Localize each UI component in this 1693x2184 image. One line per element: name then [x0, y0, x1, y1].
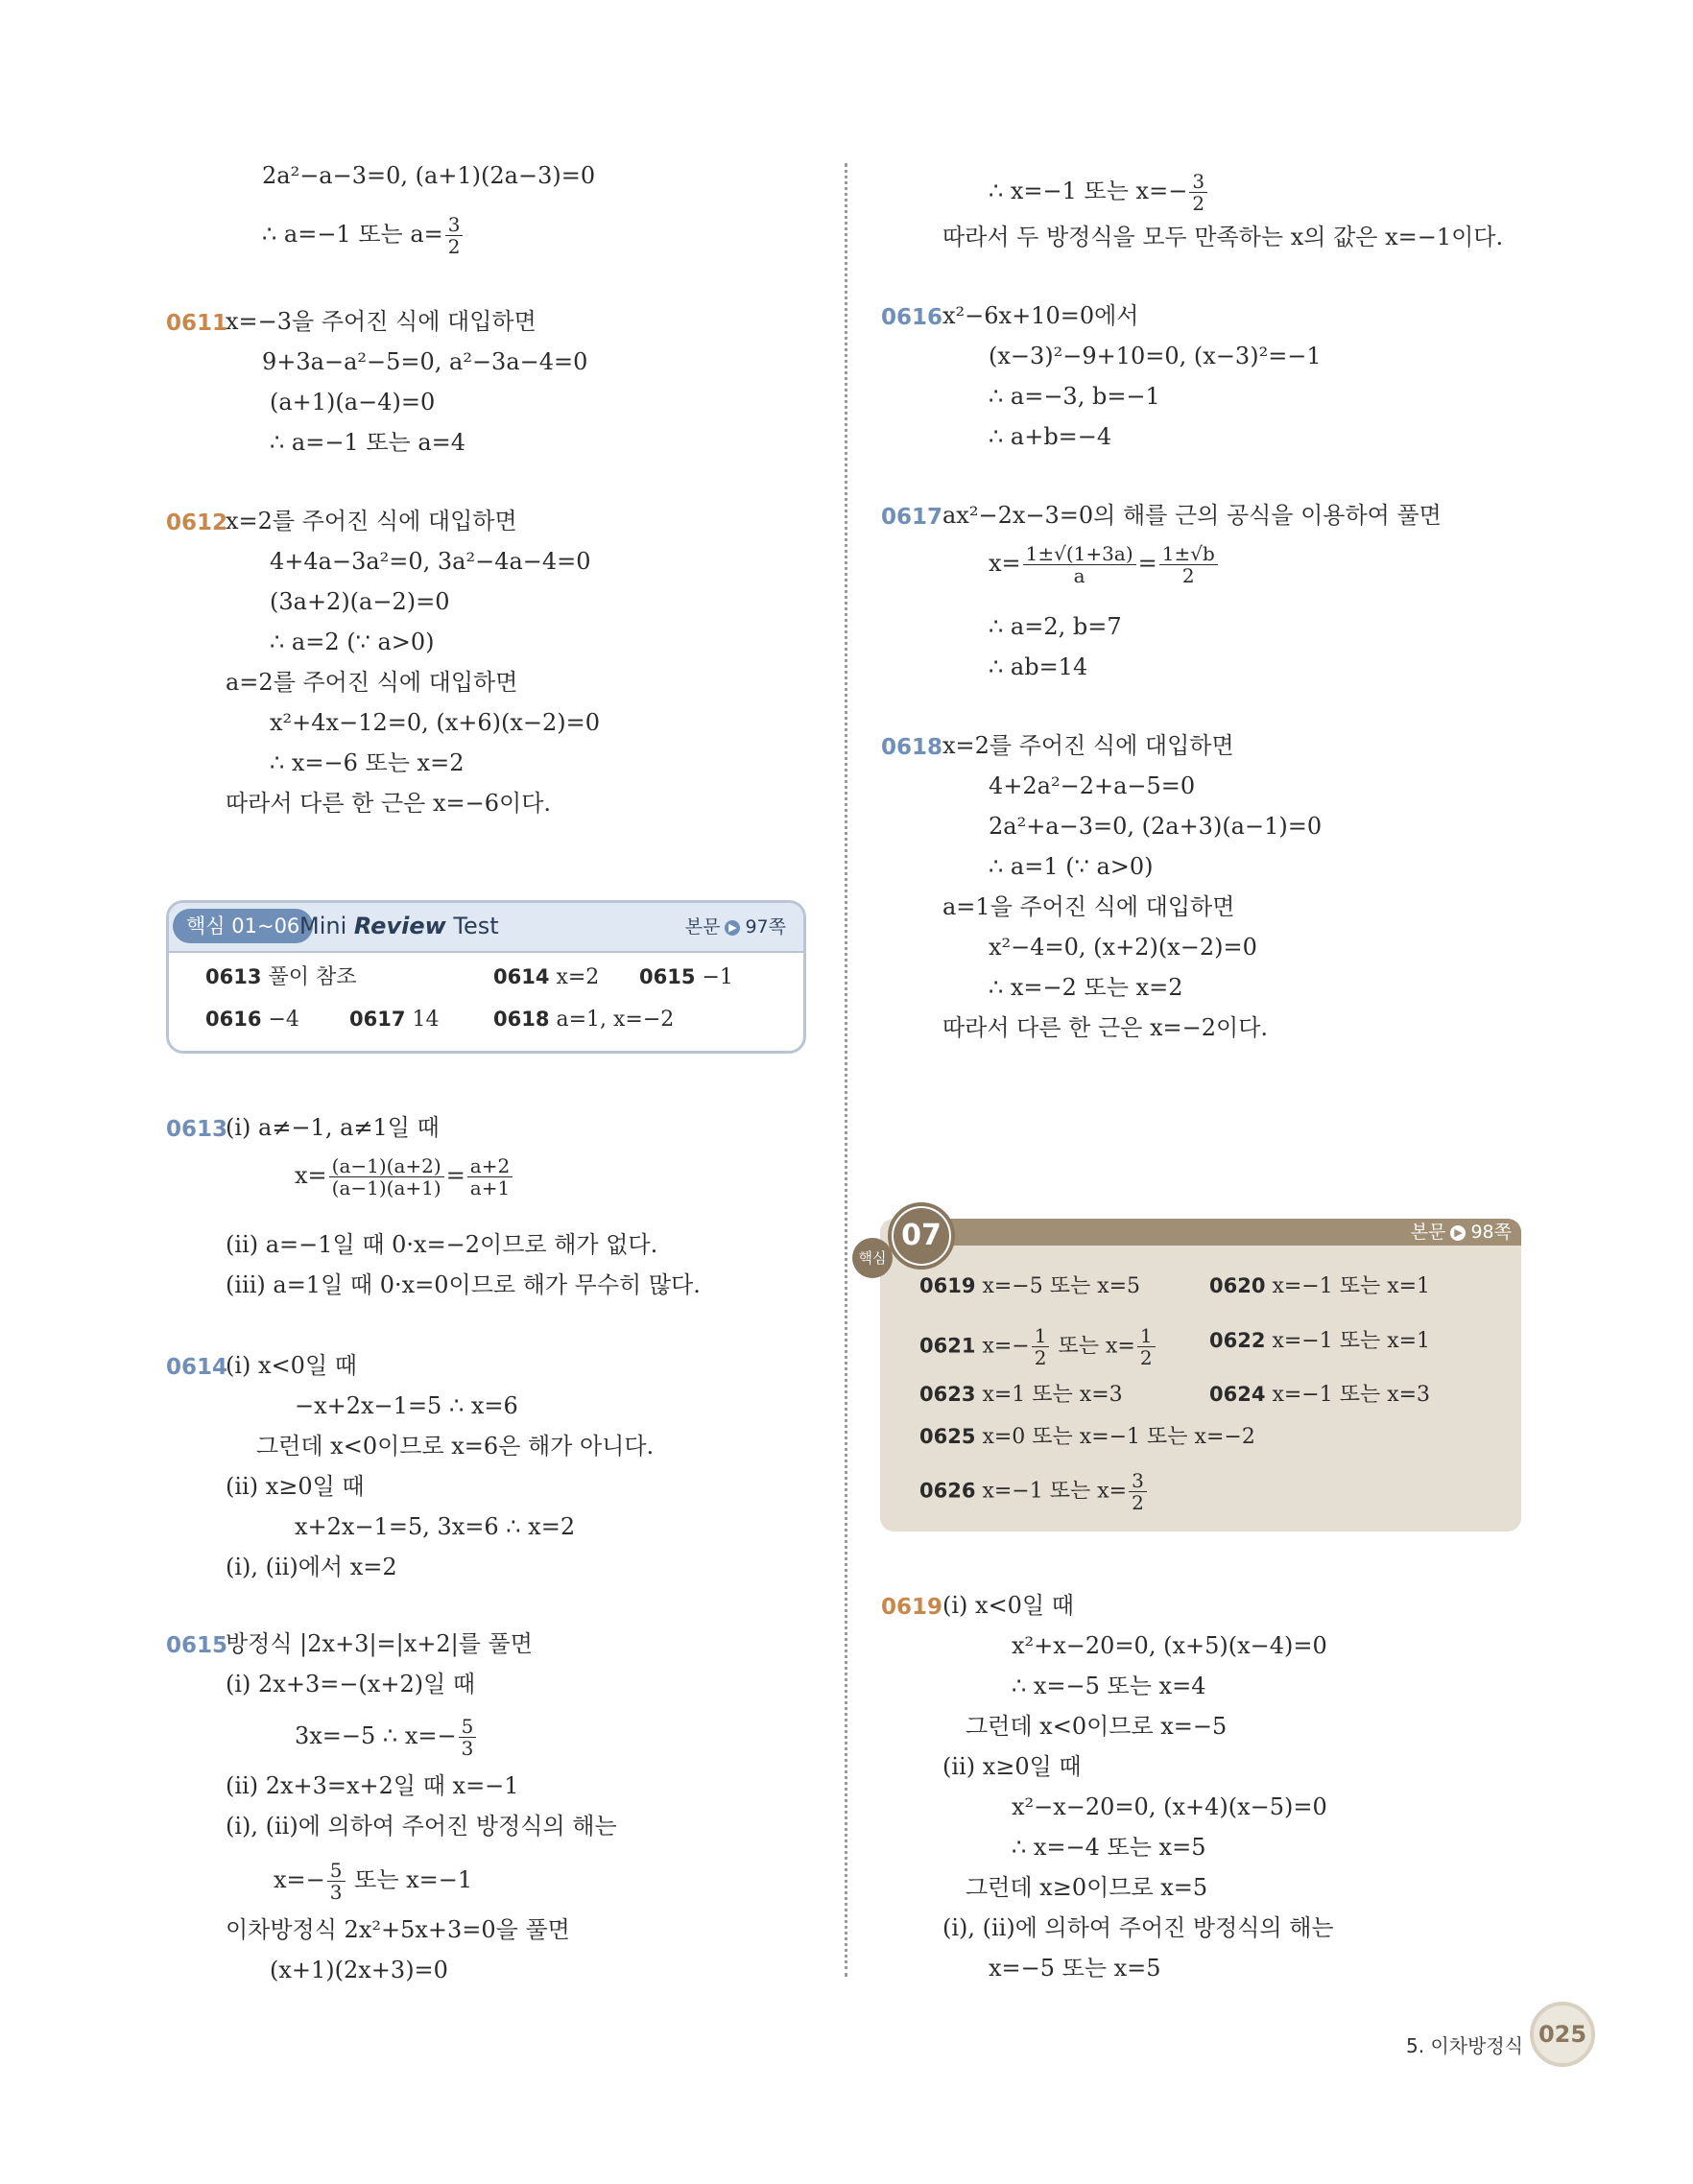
fraction: $\frac{3}{2}$ [1129, 1470, 1147, 1513]
solution-line: (a+1)(a−4)=0 [270, 389, 436, 415]
page-number: 025 [1530, 2002, 1595, 2067]
solution-line: ∴ a=−3, b=−1 [989, 383, 1160, 410]
solution-line: ∴ a=−1 또는 a= $\frac{3}{2}$ [262, 214, 465, 257]
solution-line: 따라서 다른 한 근은 x=−2이다. [942, 1014, 1269, 1041]
solution-line: −x+2x−1=5 ∴ x=6 [295, 1392, 518, 1419]
solution-line: 따라서 다른 한 근은 x=−6이다. [226, 790, 552, 817]
mini-review-title: Mini Review Test [299, 913, 499, 939]
answer-item: 0624 x=−1 또는 x=3 [1209, 1383, 1431, 1407]
solution-line: ∴ ab=14 [989, 653, 1088, 680]
solution-line: (ⅰ) 2x+3=−(x+2)일 때 [226, 1671, 476, 1697]
problem-number-0612: 0612 [166, 510, 228, 535]
problem-number-0614: 0614 [166, 1355, 228, 1380]
solution-line: x²−x−20=0, (x+4)(x−5)=0 [1012, 1793, 1327, 1820]
fraction: $\frac{(a-1)(a+2)}{(a-1)(a+1)}$ [329, 1155, 444, 1199]
page-reference: 본문 ▶ 97쪽 [684, 916, 786, 938]
solution-line: ax²−2x−3=0의 해를 근의 공식을 이용하여 풀면 [942, 502, 1442, 529]
fraction: $\frac{1\pm√b}{2}$ [1159, 543, 1218, 586]
problem-number-0613: 0613 [166, 1117, 228, 1142]
solution-line: (x+1)(2x+3)=0 [270, 1957, 448, 1983]
fraction: $\frac{1\pm√(1+3a)}{a}$ [1023, 543, 1136, 586]
solution-line: x²+4x−12=0, (x+6)(x−2)=0 [270, 709, 601, 736]
solution-line: x+2x−1=5, 3x=6 ∴ x=2 [295, 1513, 576, 1540]
solution-line: 2a²+a−3=0, (2a+3)(a−1)=0 [989, 813, 1323, 840]
solution-line: x²+x−20=0, (x+5)(x−4)=0 [1012, 1632, 1327, 1659]
answer-item: 0615 −1 [639, 965, 733, 989]
solution-line: (ⅰ) a≠−1, a≠1일 때 [226, 1114, 440, 1141]
problem-number-0618: 0618 [881, 735, 943, 760]
answer-item: 0621 x=− $\frac{1}{2}$ 또는 x= $\frac{1}{2}$ [919, 1325, 1157, 1368]
solution-line: x= $\frac{1\pm√(1+3a)}{a}$ = $\frac{1\pm√b}{2}$ [989, 543, 1220, 586]
solution-line: (ⅱ) x≥0일 때 [226, 1473, 365, 1500]
solution-line: 9+3a−a²−5=0, a²−3a−4=0 [262, 348, 588, 375]
solution-line: 4+4a−3a²=0, 3a²−4a−4=0 [270, 548, 591, 575]
solution-line: x²−4=0, (x+2)(x−2)=0 [989, 934, 1257, 961]
solution-line: (ⅱ) 2x+3=x+2일 때 x=−1 [226, 1772, 519, 1799]
solution-line: ∴ x=−1 또는 x=− $\frac{3}{2}$ [989, 171, 1209, 214]
solution-line: ∴ a=2, b=7 [989, 613, 1122, 640]
solution-line: 그런데 x<0이므로 x=−5 [966, 1713, 1228, 1740]
mini-review-box [166, 900, 806, 1054]
arrow-right-icon: ▶ [725, 920, 740, 936]
fraction: $\frac{1}{2}$ [1137, 1325, 1156, 1368]
solution-line: x=2를 주어진 식에 대입하면 [226, 508, 517, 534]
solution-line: (ⅱ) x≥0일 때 [942, 1753, 1082, 1780]
solution-line: 따라서 두 방정식을 모두 만족하는 x의 값은 x=−1이다. [942, 224, 1504, 250]
chapter-footer: 5. 이차방정식 [1406, 2034, 1524, 2057]
solution-line: x=−5 또는 x=5 [989, 1955, 1161, 1982]
fraction: $\frac{5}{3}$ [459, 1716, 477, 1759]
solution-line: (ⅰ), (ⅱ)에 의하여 주어진 방정식의 해는 [942, 1914, 1334, 1941]
mini-review-header [169, 903, 803, 953]
solution-line: 방정식 |2x+3|=|x+2|를 풀면 [226, 1630, 533, 1657]
fraction: $\frac{3}{2}$ [1189, 171, 1207, 214]
core-answer-header [917, 1219, 1521, 1246]
problem-number-0615: 0615 [166, 1633, 228, 1658]
solution-line: 3x=−5 ∴ x=− $\frac{5}{3}$ [295, 1716, 478, 1759]
solution-line: (ⅰ), (ⅱ)에 의하여 주어진 방정식의 해는 [226, 1813, 617, 1840]
problem-number-0617: 0617 [881, 505, 943, 530]
answer-item: 0625 x=0 또는 x=−1 또는 x=−2 [919, 1425, 1255, 1449]
solution-line: ∴ x=−6 또는 x=2 [270, 749, 465, 776]
answer-item: 0619 x=−5 또는 x=5 [919, 1274, 1141, 1298]
solution-line: ∴ x=−2 또는 x=2 [989, 974, 1183, 1001]
problem-number-0611: 0611 [166, 311, 228, 336]
solution-line: x= $\frac{(a-1)(a+2)}{(a-1)(a+1)}$ = $\frac{a+2}{a+1}$ [295, 1155, 514, 1199]
solution-line: a=2를 주어진 식에 대입하면 [226, 669, 518, 696]
solution-line: x=−3을 주어진 식에 대입하면 [226, 308, 537, 335]
solution-line: ∴ a=1 (∵ a>0) [989, 853, 1154, 880]
page-reference: 본문 ▶ 98쪽 [1410, 1222, 1512, 1243]
fraction: $\frac{3}{2}$ [445, 214, 464, 257]
fraction: $\frac{1}{2}$ [1032, 1325, 1050, 1368]
answer-item: 0620 x=−1 또는 x=1 [1209, 1274, 1431, 1298]
solution-line: x=2를 주어진 식에 대입하면 [942, 732, 1234, 759]
solution-line: 4+2a²−2+a−5=0 [989, 772, 1196, 799]
solution-line: (x−3)²−9+10=0, (x−3)²=−1 [989, 343, 1322, 369]
solution-line: ∴ x=−5 또는 x=4 [1012, 1673, 1206, 1699]
solution-line: x²−6x+10=0에서 [942, 302, 1139, 329]
answer-item: 0613 풀이 참조 [205, 965, 357, 989]
answer-item: 0616 −4 [205, 1008, 299, 1032]
core-range-pill: 핵심 01~06 [173, 909, 313, 943]
solution-line: 그런데 x<0이므로 x=6은 해가 아니다. [256, 1433, 655, 1460]
solution-line: 이차방정식 2x²+5x+3=0을 풀면 [226, 1916, 570, 1943]
solution-line: ∴ a+b=−4 [989, 423, 1112, 450]
core-badge: 07 [894, 1208, 949, 1264]
solution-line: ∴ a=2 (∵ a>0) [270, 629, 435, 655]
core-tag: 핵심 [852, 1238, 893, 1278]
arrow-right-icon: ▶ [1450, 1225, 1466, 1241]
solution-line: (ⅰ), (ⅱ)에서 x=2 [226, 1554, 397, 1580]
left-column [0, 0, 845, 2184]
problem-number-0616: 0616 [881, 305, 943, 330]
solution-line: x=− $\frac{5}{3}$ 또는 x=−1 [274, 1859, 473, 1904]
solution-line: (ⅰ) x<0일 때 [942, 1592, 1074, 1619]
answer-item: 0626 x=−1 또는 x= $\frac{3}{2}$ [919, 1470, 1149, 1513]
answer-item: 0622 x=−1 또는 x=1 [1209, 1329, 1431, 1353]
solution-line: (ⅲ) a=1일 때 0·x=0이므로 해가 무수히 많다. [226, 1271, 701, 1298]
problem-number-0619: 0619 [881, 1595, 943, 1620]
solution-line: (3a+2)(a−2)=0 [270, 588, 450, 615]
solution-line: ∴ x=−4 또는 x=5 [1012, 1834, 1206, 1861]
answer-item: 0623 x=1 또는 x=3 [919, 1383, 1123, 1407]
answer-item: 0614 x=2 [493, 965, 600, 989]
answer-item: 0617 14 [349, 1008, 440, 1032]
solution-line: (ⅱ) a=−1일 때 0·x=−2이므로 해가 없다. [226, 1231, 658, 1258]
solution-line: 그런데 x≥0이므로 x=5 [966, 1874, 1208, 1901]
solution-line: (ⅰ) x<0일 때 [226, 1352, 357, 1379]
fraction: $\frac{5}{3}$ [327, 1860, 346, 1903]
fraction: $\frac{a+2}{a+1}$ [467, 1155, 513, 1199]
solution-line: a=1을 주어진 식에 대입하면 [942, 893, 1235, 920]
solution-line: ∴ a=−1 또는 a=4 [270, 429, 466, 456]
answer-item: 0618 a=1, x=−2 [493, 1008, 675, 1032]
solution-line: 2a²−a−3=0, (a+1)(2a−3)=0 [262, 162, 596, 189]
